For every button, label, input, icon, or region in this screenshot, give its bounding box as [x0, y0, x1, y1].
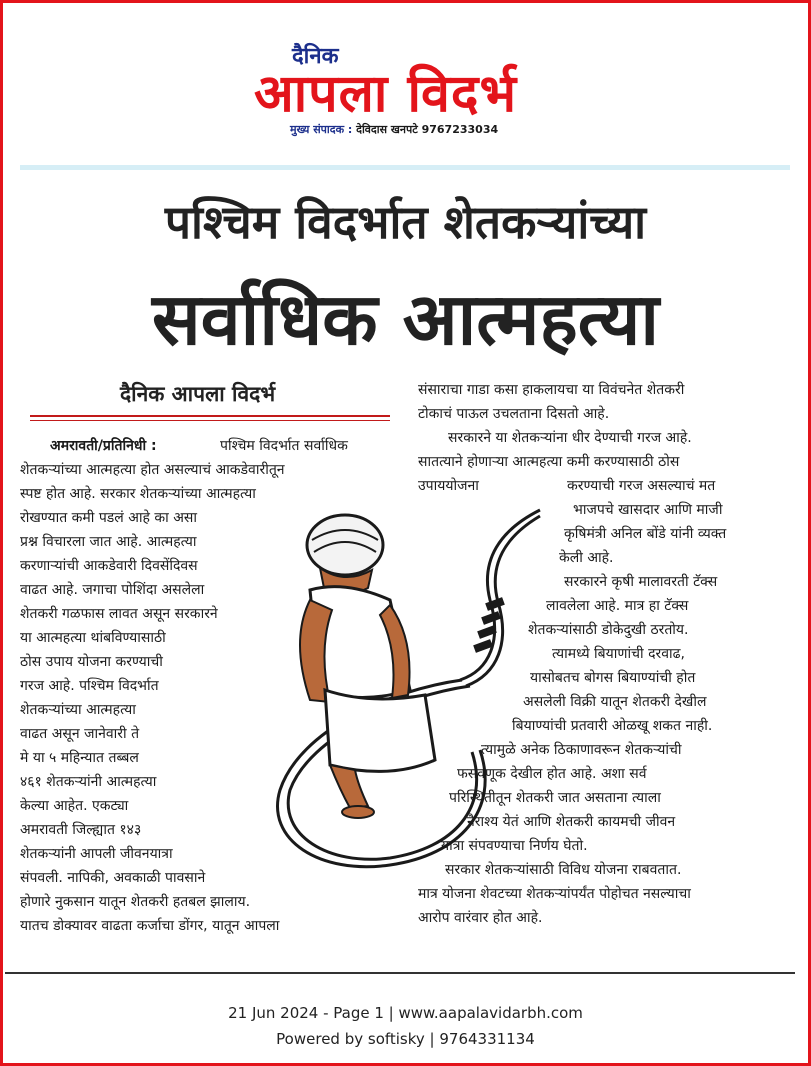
article-left-line: रोखण्यात कमी पडलं आहे का असा [20, 510, 198, 526]
article-left-line: मे या ५ महिन्यात तब्बल [20, 750, 139, 766]
article-left-line: ४६१ शेतकऱ्यांनी आत्महत्या [20, 774, 157, 790]
editor-value: देविदास खनपटे 9767233034 [352, 123, 499, 136]
dateline-text: अमरावती/प्रतिनिधी : [50, 438, 157, 454]
article-left-line: केल्या आहेत. एकट्या [20, 798, 129, 814]
article-left-line: स्पष्ट होत आहे. सरकार शेतकऱ्यांच्या आत्महत्या [20, 486, 256, 502]
article-right-line: मात्र योजना शेवटच्या शेतकऱ्यांपर्यंत पोहोचत नसल्याचा [418, 886, 691, 902]
article-left-line: शेतकऱ्यांनी आपली जीवनयात्रा [20, 846, 173, 862]
article-left-line: प्रश्न विचारला जात आहे. आत्महत्या [20, 534, 197, 550]
article-right-line: सरकार शेतकऱ्यांसाठी विविध योजना राबवतात. [445, 862, 682, 878]
article-left-line: होणारे नुकसान यातून शेतकरी हतबल झालाय. [20, 894, 251, 910]
article-right-line: त्यामुळे अनेक ठिकाणावरून शेतकऱ्यांची [481, 742, 682, 758]
article-right-line: करण्याची गरज असल्याचं मत [567, 478, 716, 494]
masthead-divider [20, 165, 790, 170]
editor-credit [290, 122, 498, 137]
article-left-line: करणाऱ्यांची आकडेवारी दिवसेंदिवस [20, 558, 198, 574]
article-left-line: या आत्महत्या थांबविण्यासाठी [20, 630, 166, 646]
headline-line-1: पश्चिम विदर्भात शेतकऱ्यांच्या [164, 195, 647, 249]
byline-rule-thin [30, 420, 390, 421]
article-left-line: अमरावती जिल्ह्यात १४३ [20, 822, 142, 838]
article-right-line: संसाराचा गाडा कसा हाकलायचा या विवंचनेत शेतकरी [418, 382, 685, 398]
article-left-line: ठोस उपाय योजना करण्याची [20, 654, 163, 670]
headline-line-2: सर्वाधिक आत्महत्या [151, 277, 660, 361]
byline: दैनिक आपला विदर्भ [120, 382, 276, 406]
article-left-line: गरज आहे. पश्चिम विदर्भात [20, 678, 159, 694]
article-right-line: लावलेला आहे. मात्र हा टॅक्स [546, 598, 689, 614]
article-right-line: सातत्याने होणाऱ्या आत्महत्या कमी करण्यासाठी ठोस [418, 454, 680, 470]
article-right-line: फसवणूक देखील होत आहे. अशा सर्व [457, 766, 647, 782]
article-left-line: संपवली. नापिकी, अवकाळी पावसाने [20, 870, 206, 886]
article-right-line: नैराश्य येतं आणि शेतकरी कायमची जीवन [467, 814, 676, 830]
byline-rule [30, 415, 390, 417]
article-right-line: टोकाचं पाऊल उचलताना दिसतो आहे. [418, 406, 610, 422]
article-right-line: केली आहे. [559, 550, 614, 566]
article-right-line: भाजपचे खासदार आणि माजी [573, 502, 723, 518]
footer-powered-by: Powered by softisky | 9764331134 [276, 1030, 535, 1048]
article-right-line: शेतकऱ्यांसाठी डोकेदुखी ठरतोय. [528, 622, 689, 638]
article-right-line: सरकारने या शेतकऱ्यांना धीर देण्याची गरज आहे. [448, 430, 692, 446]
article-right-line: त्यामध्ये बियाणांची दरवाढ, [552, 646, 685, 662]
article-left-line: यातच डोक्यावर वाढता कर्जाचा डोंगर, यातून आपला [20, 918, 280, 934]
article-left-line: वाढत असून जानेवारी ते [20, 726, 140, 742]
article-dateline [50, 434, 157, 458]
article-left-line: पश्चिम विदर्भात सर्वाधिक [220, 438, 348, 454]
article-left-line: शेतकऱ्यांच्या आत्महत्या होत असल्याचं आकडेवारीतून [20, 462, 285, 478]
article-left-line: शेतकऱ्यांच्या आत्महत्या [20, 702, 136, 718]
article-right-line: असलेली विक्री यातून शेतकरी देखील [523, 694, 707, 710]
article-right-line: सरकारने कृषी मालावरती टॅक्स [564, 574, 718, 590]
article-right-line: परिस्थितीतून शेतकरी जात असताना त्याला [449, 790, 661, 806]
article-right-line: आरोप वारंवार होत आहे. [418, 910, 543, 926]
article-right-line: कृषिमंत्री अनिल बोंडे यांनी व्यक्त [564, 526, 727, 542]
article-right-line: उपाययोजना [418, 478, 479, 494]
article-right-line: बियाण्यांची प्रतवारी ओळखू शकत नाही. [512, 718, 713, 734]
article-left-line: शेतकरी गळफास लावत असून सरकारने [20, 606, 218, 622]
article-right-line: यासोबतच बोगस बियाण्यांची होत [530, 670, 696, 686]
footer-date-page: 21 Jun 2024 - Page 1 | www.aapalavidarbh.com [228, 1004, 583, 1022]
editor-label: मुख्य संपादक : [290, 123, 353, 136]
masthead-daily-label: दैनिक [292, 44, 339, 69]
masthead-title: आपला विदर्भ [254, 64, 518, 124]
footer-divider [5, 972, 795, 974]
article-right-line: यात्रा संपवण्याचा निर्णय घेतो. [441, 838, 588, 854]
article-left-line: वाढत आहे. जगाचा पोशिंदा असलेला [20, 582, 205, 598]
